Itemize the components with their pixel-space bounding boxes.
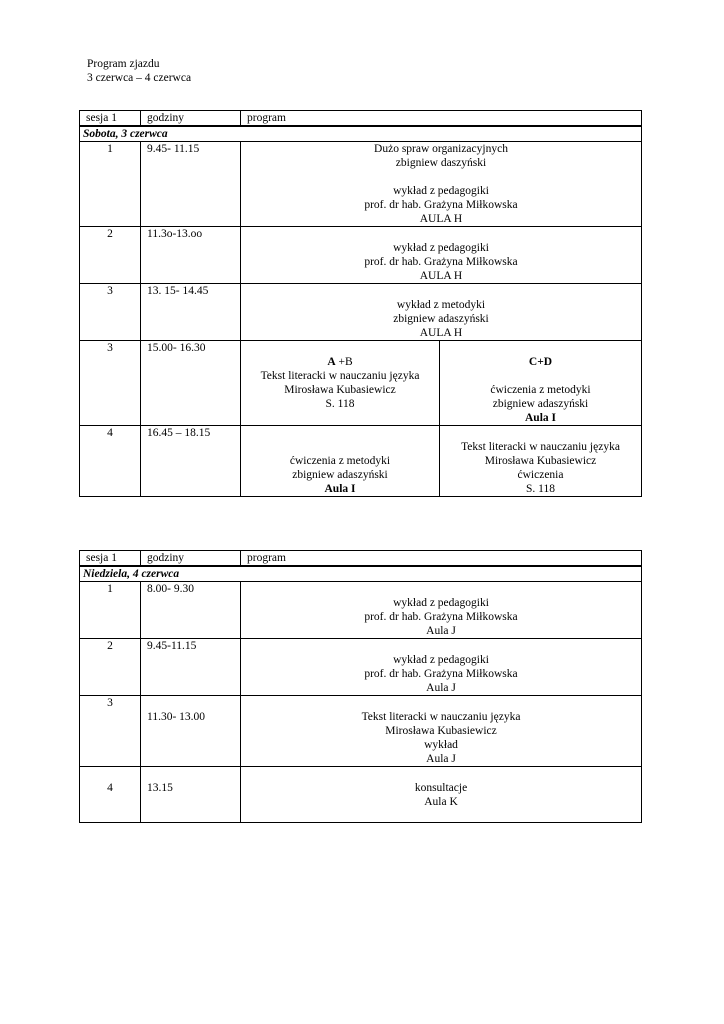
session-number: 4 (80, 426, 141, 497)
session-program (241, 142, 642, 227)
program-line: konsultacje (414, 782, 468, 794)
session-time: 8.00- 9.30 (141, 582, 241, 639)
session-program-group-ab (241, 341, 440, 426)
session-time: 13. 15- 14.45 (141, 284, 241, 341)
program-line: Aula J (426, 753, 456, 765)
table-row (80, 767, 642, 823)
program-line: S. 118 (526, 483, 555, 495)
session-time: 11.3o-13.oo (141, 227, 241, 284)
session-number: 1 (80, 582, 141, 639)
session-time: 9.45- 11.15 (141, 142, 241, 227)
session-program-group-cd (440, 341, 642, 426)
day-row (80, 126, 642, 142)
session-time: 16.45 – 18.15 (141, 426, 241, 497)
program-line: Aula I (324, 483, 356, 495)
program-line: ćwiczenia z metodyki (490, 384, 591, 396)
group-label: A (327, 356, 336, 368)
program-line: Tekst literacki w nauczaniu języka (461, 441, 620, 453)
session-number: 3 (80, 284, 141, 341)
program-line: Aula J (426, 682, 456, 694)
program-line: prof. dr hab. Grażyna Miłkowska (364, 611, 518, 623)
document-title: Program zjazdu (87, 58, 160, 70)
program-line: Mirosława Kubasiewicz (385, 725, 497, 737)
group-label: C+D (528, 356, 553, 368)
schedule-table-saturday (79, 110, 642, 497)
program-line: Aula J (426, 625, 456, 637)
session-program (241, 582, 642, 639)
document-dates: 3 czerwca – 4 czerwca (87, 72, 192, 84)
program-line: ćwiczenia (517, 469, 564, 481)
table-row (80, 142, 642, 227)
column-header-program: program (241, 551, 642, 567)
table-header-row (80, 111, 642, 127)
session-time: 9.45-11.15 (141, 639, 241, 696)
program-line: ćwiczenia z metodyki (289, 455, 391, 467)
program-line: Aula I (525, 412, 556, 424)
column-header-session: sesja 1 (80, 551, 141, 567)
schedule-table-sunday (79, 550, 642, 823)
table-row (80, 341, 642, 426)
program-line: prof. dr hab. Grażyna Miłkowska (364, 256, 518, 268)
session-number: 4 (80, 767, 141, 823)
session-time: 13.15 (141, 767, 241, 823)
column-header-hours: godziny (141, 551, 241, 567)
program-line: wykład z pedagogiki (393, 185, 489, 197)
table-header-row (80, 551, 642, 567)
program-line: prof. dr hab. Grażyna Miłkowska (364, 199, 518, 211)
program-line: wykład z pedagogiki (393, 242, 489, 254)
program-line: wykład z pedagogiki (393, 654, 489, 666)
table-row (80, 582, 642, 639)
session-program-left (241, 426, 440, 497)
session-time: 15.00- 16.30 (141, 341, 241, 426)
program-line: prof. dr hab. Grażyna Miłkowska (364, 668, 518, 680)
program-line: zbigniew adaszyński (393, 313, 489, 325)
program-line: Dużo spraw organizacyjnych (374, 143, 508, 155)
session-program (241, 227, 642, 284)
column-header-hours: godziny (141, 111, 241, 127)
program-line: Mirosława Kubasiewicz (284, 384, 396, 396)
column-header-session: sesja 1 (80, 111, 141, 127)
session-program (241, 284, 642, 341)
session-time: 11.30- 13.00 (141, 696, 241, 767)
program-line: wykład z pedagogiki (393, 597, 489, 609)
session-program (241, 639, 642, 696)
column-header-program: program (241, 111, 642, 127)
table-row (80, 227, 642, 284)
document-header (87, 57, 191, 85)
table-row (80, 284, 642, 341)
session-number: 3 (80, 341, 141, 426)
day-label: Sobota, 3 czerwca (80, 126, 642, 142)
session-program-right (440, 426, 642, 497)
table-row (80, 696, 642, 767)
day-row (80, 566, 642, 582)
session-number: 3 (80, 696, 141, 767)
program-line: wykład z metodyki (396, 299, 486, 311)
program-line: Tekst literacki w nauczaniu języka (361, 711, 521, 723)
program-line: AULA H (419, 213, 463, 225)
program-line: zbigniew adaszyński (292, 469, 388, 481)
program-line: Mirosława Kubasiewicz (484, 455, 597, 467)
session-program (241, 696, 642, 767)
program-line: AULA H (419, 270, 463, 282)
session-number: 2 (80, 227, 141, 284)
table-row (80, 639, 642, 696)
program-line: Tekst literacki w nauczaniu języka (260, 370, 420, 382)
table-row (80, 426, 642, 497)
session-number: 1 (80, 142, 141, 227)
program-line (241, 170, 641, 184)
program-line: Aula K (424, 796, 458, 808)
program-line: S. 118 (325, 398, 355, 410)
session-number: 2 (80, 639, 141, 696)
group-label-suffix: +B (338, 356, 353, 368)
program-line: zbigniew adaszyński (492, 398, 589, 410)
program-line: wykład (424, 739, 458, 751)
day-label: Niedziela, 4 czerwca (80, 566, 642, 582)
program-line: AULA H (419, 327, 463, 339)
session-program (241, 767, 642, 823)
program-line: zbigniew daszyński (395, 157, 487, 169)
